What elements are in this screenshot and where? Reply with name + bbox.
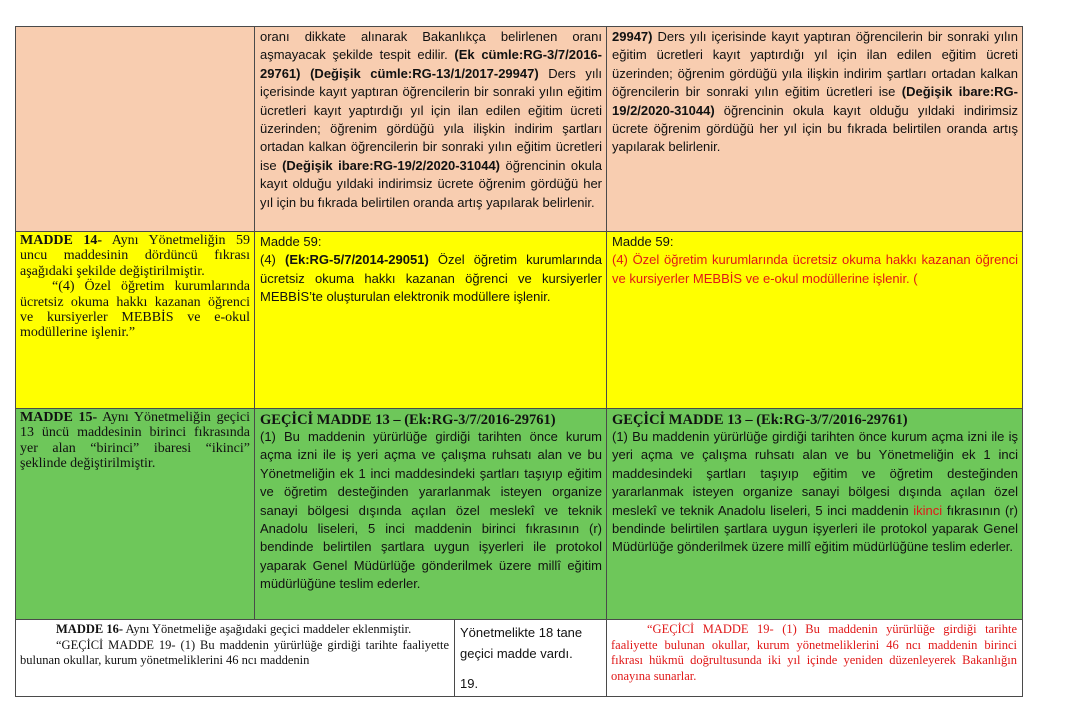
row1-col3-cell [606,26,1023,232]
row1-col2-cell [254,26,607,232]
note-number: 19. [460,676,479,691]
gecici-madde-13-new-heading: GEÇİCİ MADDE 13 – (Ek:RG-3/7/2016-29761) [612,412,908,428]
madde-59-label: Madde 59: [260,234,322,249]
madde-14-text: MADDE 14- Aynı Yönetmeliğin 59 uncu maddesinin dördüncü fıkrası aşağıdaki şekilde değiştirilmiştir. [20,233,250,279]
row4-col2-cell [454,619,607,697]
row1-col1-cell [15,26,255,232]
row2-col2-cell [254,231,607,409]
gecici-madde-19-text: “GEÇİCİ MADDE 19- (1) Bu maddenin yürürlüğe girdiği tarihte faaliyette bulunan okullar, kurum yönetmeliklerini 46 ncı maddenin [20,637,449,667]
note-text: Yönetmelikte 18 tane geçici madde vardı. [460,625,583,661]
madde-59-new-text: (4) Özel öğretim kurumlarında ücretsiz okuma hakkı kazanan öğrenci ve kursiyerler MEBBİS ve e-okul modüllerine işlenir. ( [612,252,1018,286]
row3-col2-cell [254,408,607,620]
row2-col3-cell [606,231,1023,409]
madde-59-text: (4) (Ek:RG-5/7/2014-29051) Özel öğretim kurumlarında ücretsiz okuma hakkı kazanan öğrenci ve kursiyerler MEBBİS’te oluşturulan elektronik modüllere işlenir. [260,252,603,305]
gecici-madde-13-old-text: (1) Bu maddenin yürürlüğe girdiği tarihten önce kurum açma izni ile iş yeri açma ve çalışma ruhsatı alan ve bu Yönetmeliğin ek 1 inci maddesindeki şartları taşıyıp eğitim ve öğretim desteğinden yararlanmak isteyen organize sanayi bölgesi dışında açılan özel meslekî ve teknik Anadolu liseleri, 5 inci maddenin birinci fıkrasının (r) bendinde belirtilen şartlara uygun işyerleri ile protokol yaparak Genel Müdürlüğe gönderilmek üzere millî eğitim müdürlüğüne teslim ederler. [260,429,602,592]
row3-col3-cell [606,408,1023,620]
row3-col1-cell [15,408,255,620]
row1-col2-text: oranı dikkate alınarak Bakanlıkça belirlenen oranı aşmayacak şekilde tespit edilir. (Ek cümle:RG-3/7/2016-29761) (Değişik cümle:RG-13/1/2017-29947) Ders yılı içerisinde kayıt yaptıran öğrencilerin bir sonraki yılın eğitim ücretleri kayıt yaptırdığı yıl için ilan edilen eğitim ücreti üzerinden; öğrenim gördüğü yıla ilişkin indirim şartları ortadan kalkan öğrencilerin bir sonraki yılın eğitim ücretleri ise (Değişik ibare:RG-19/2/2020-31044) öğrencinin okula kayıt olduğu yıldaki indirimsiz ücrete öğrenim gördüğü her yıl için bu fıkrada belirtilen oranda artış yapılarak belirlenir. [260,29,603,210]
madde-15-text: MADDE 15- Aynı Yönetmeliğin geçici 13 üncü maddesinin birinci fıkrasında yer alan “birinci” ibaresi “ikinci” şeklinde değiştirilmiştir. [20,410,250,472]
gecici-madde-13-new-text: (1) Bu maddenin yürürlüğe girdiği tarihten önce kurum açma izni ile iş yeri açma ve çalışma ruhsatı alan ve bu Yönetmeliğin ek 1 inci maddesindeki şartları taşıyıp eğitim ve öğretim desteğinden yararlanmak isteyen organize sanayi bölgesi dışında açılan özel meslekî ve teknik Anadolu liseleri, 5 inci maddenin ikinci fıkrasının (r) bendinde belirtilen şartlara uygun işyerleri ile protokol yaparak Genel Müdürlüğe gönderilmek üzere millî eğitim müdürlüğüne teslim ederler. [612,429,1018,555]
gecici-madde-19-new-text: “GEÇİCİ MADDE 19- (1) Bu maddenin yürürlüğe girdiği tarihte faaliyette bulunan okullar, kurum yönetmeliklerini 46 ncı maddenin birinci fıkrası hükmü doğrultusunda iki yıl içinde yeniden düzenleyerek Bakanlığın onayına sunarlar. [611,622,1017,683]
row4-col1-cell [15,619,455,697]
gecici-madde-13-heading: GEÇİCİ MADDE 13 – (Ek:RG-3/7/2016-29761) [260,412,556,428]
row2-col1-cell [15,231,255,409]
row1-col3-text: 29947) Ders yılı içerisinde kayıt yaptıran öğrencilerin bir sonraki yılın eğitim ücretleri kayıt yaptırdığı yıl için ilan edilen eğitim ücreti üzerinden; öğrenim gördüğü yıla ilişkin indirim şartları ortadan kalkan öğrencilerin bir sonraki yılın eğitim ücretleri ise (Değişik ibare:RG-19/2/2020-31044) öğrencinin okula kayıt olduğu yıldaki indirimsiz ücrete öğrenim gördüğü her yıl için bu fıkrada belirtilen oranda artış yapılarak belirlenir. [612,29,1018,155]
row4-col3-cell [606,619,1023,697]
madde-14-quote: “(4) Özel öğretim kurumlarında ücretsiz okuma hakkı kazanan öğrenci ve kursiyerler MEBBİS ve e-okul modüllerine işlenir.” [20,279,250,341]
madde-16-text: MADDE 16- Aynı Yönetmeliğe aşağıdaki geçici maddeler eklenmiştir. [56,622,412,636]
changed-word: ikinci [913,502,943,518]
madde-59-new-label: Madde 59: [612,234,674,249]
